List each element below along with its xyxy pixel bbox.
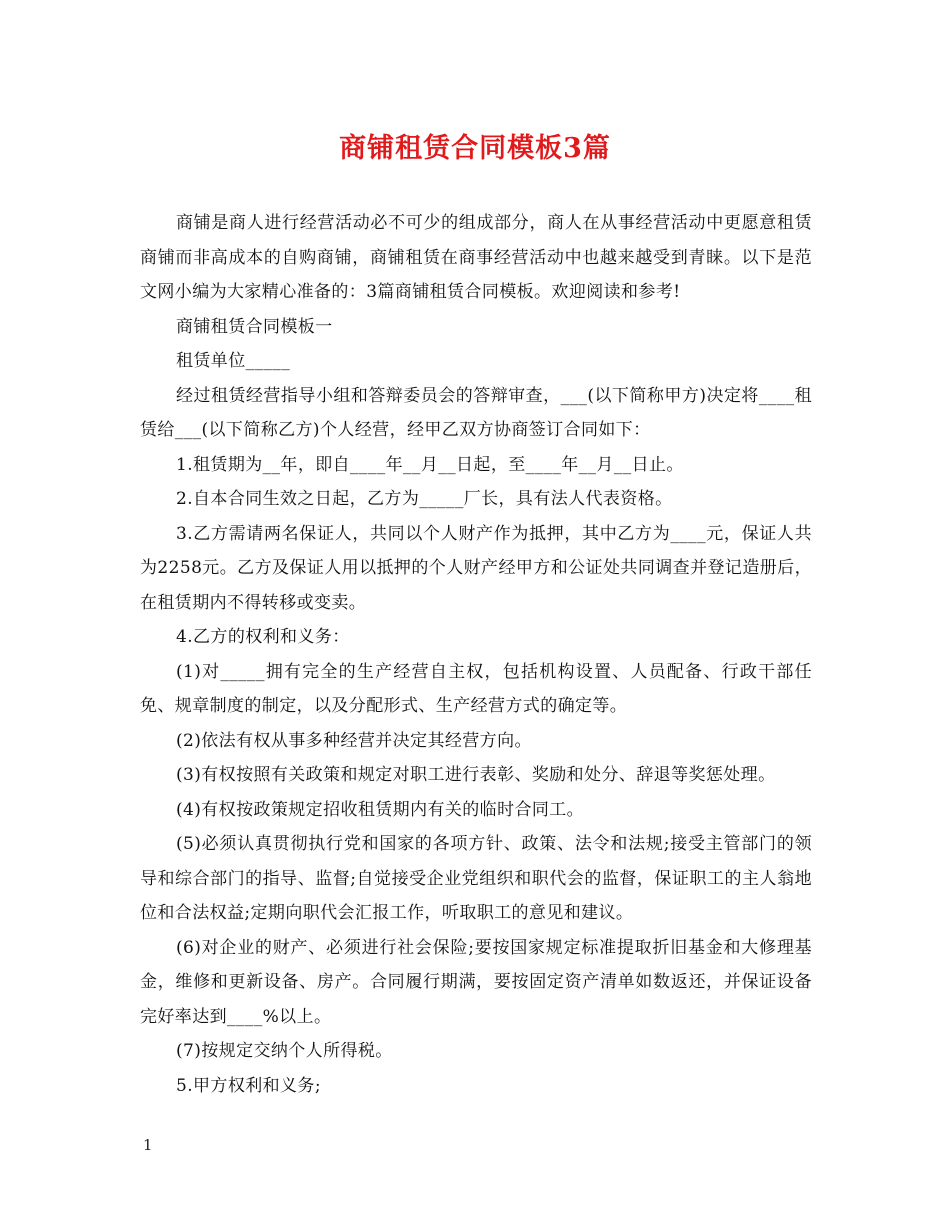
paragraph-clause-3: 3.乙方需请两名保证人，共同以个人财产作为抵押，其中乙方为____元，保证人共为2258元。乙方及保证人用以抵押的个人财产经甲方和公证处共同调查并登记造册后，在租赁期内不得转移或变卖。 (140, 523, 812, 613)
paragraph-intro: 商铺是商人进行经营活动必不可少的组成部分，商人在从事经营活动中更愿意租赁商铺而非高成本的自购商铺，商铺租赁在商事经营活动中也越来越受到青睐。以下是范文网小编为大家精心准备的：3篇商铺租赁合同模板。欢迎阅读和参考! (140, 213, 812, 302)
paragraph-clause-4-3: (3)有权按照有关政策和规定对职工进行表彰、奖励和处分、辞退等奖惩处理。 (176, 765, 776, 785)
paragraph-clause-4-4: (4)有权按政策规定招收租赁期内有关的临时合同工。 (176, 799, 585, 820)
document-title: 商铺租赁合同模板3篇 (339, 133, 611, 164)
paragraph-clause-4-6: (6)对企业的财产、必须进行社会保险;要按国家规定标准提取折旧基金和大修理基金，维修和更新设备、房产。合同履行期满，要按固定资产清单如数返还，并保证设备完好率达到____%以上。 (140, 937, 812, 1027)
paragraph-clause-4: 4.乙方的权利和义务： (176, 627, 350, 647)
paragraph-lease-unit: 租赁单位_____ (176, 351, 291, 371)
page-number: 1 (143, 1136, 153, 1154)
paragraph-clause-4-7: (7)按规定交纳个人所得税。 (176, 1041, 393, 1061)
paragraph-clause-4-2: (2)依法有权从事多种经营并决定其经营方向。 (176, 730, 532, 751)
document-body (140, 206, 812, 1103)
paragraph-clause-4-5: (5)必须认真贯彻执行党和国家的各项方针、政策、法令和法规;接受主管部门的领导和综合部门的指导、监督;自觉接受企业党组织和职代会的监督，保证职工的主人翁地位和合法权益;定期向职代会汇报工作，听取职工的意见和建议。 (140, 834, 812, 923)
paragraph-template-heading: 商铺租赁合同模板一 (176, 316, 333, 337)
paragraph-preamble: 经过租赁经营指导小组和答辩委员会的答辩审查，___(以下简称甲方)决定将____租赁给___(以下简称乙方)个人经营，经甲乙双方协商签订合同如下： (140, 385, 812, 440)
paragraph-clause-1: 1.租赁期为__年，即自____年__月__日起，至____年__月__日止。 (176, 454, 684, 475)
paragraph-clause-5: 5.甲方权利和义务; (176, 1075, 321, 1096)
paragraph-clause-2: 2.自本合同生效之日起，乙方为_____厂长，具有法人代表资格。 (176, 489, 673, 509)
paragraph-clause-4-1: (1)对_____拥有完全的生产经营自主权，包括机构设置、人员配备、行政干部任免、规章制度的制定，以及分配形式、生产经营方式的确定等。 (140, 661, 812, 716)
